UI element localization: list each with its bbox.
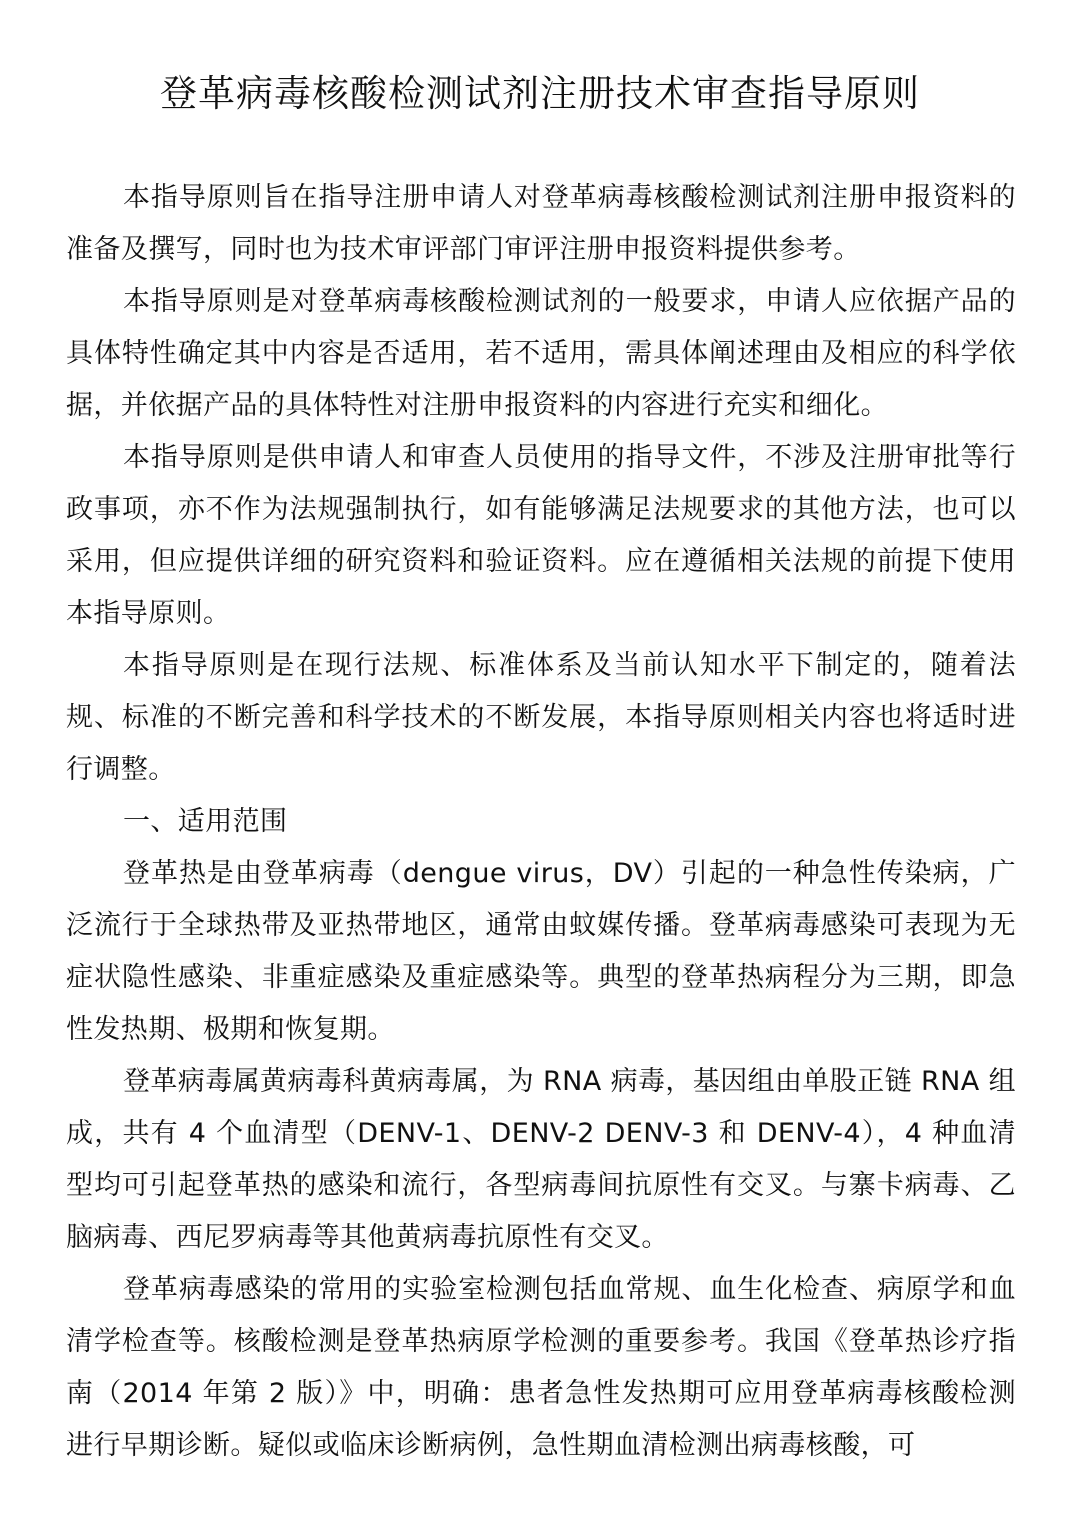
paragraph-dengue-fever: 登革热是由登革病毒（dengue virus，DV）引起的一种急性传染病，广泛流行于全球热带及亚热带地区，通常由蚊媒传播。登革病毒感染可表现为无症状隐性感染、非重症感染及重症感染等。典型的登革热病程分为三期，即急性发热期、极期和恢复期。 [66,858,1016,1045]
section-heading-scope: 一、适用范围 [123,806,288,837]
document-body [66,172,1016,1472]
paragraph-virus-classification: 登革病毒属黄病毒科黄病毒属，为 RNA 病毒，基因组由单股正链 RNA 组成，共有 4 个血清型（DENV-1、DENV-2 DENV-3 和 DENV-4），4 种血清型均可引起登革热的感染和流行，各型病毒间抗原性有交叉。与寨卡病毒、乙脑病毒、西尼罗病毒等其他黄病毒抗原性有交叉。 [66,1066,1016,1253]
document-title: 登革病毒核酸检测试剂注册技术审查指导原则 [160,72,920,115]
paragraph-adjustment: 本指导原则是在现行法规、标准体系及当前认知水平下制定的，随着法规、标准的不断完善和科学技术的不断发展，本指导原则相关内容也将适时进行调整。 [66,650,1016,785]
paragraph-lab-testing: 登革病毒感染的常用的实验室检测包括血常规、血生化检查、病原学和血清学检查等。核酸检测是登革热病原学检测的重要参考。我国《登革热诊疗指南（2014 年第 2 版）》中，明确：患者急性发热期可应用登革病毒核酸检测进行早期诊断。疑似或临床诊断病例，急性期血清检测出病毒核酸，可 [66,1274,1016,1461]
paragraph-guidance-nature: 本指导原则是供申请人和审查人员使用的指导文件，不涉及注册审批等行政事项，亦不作为法规强制执行，如有能够满足法规要求的其他方法，也可以采用，但应提供详细的研究资料和验证资料。应在遵循相关法规的前提下使用本指导原则。 [66,442,1016,629]
paragraph-general-requirements: 本指导原则是对登革病毒核酸检测试剂的一般要求，申请人应依据产品的具体特性确定其中内容是否适用，若不适用，需具体阐述理由及相应的科学依据，并依据产品的具体特性对注册申报资料的内容进行充实和细化。 [66,286,1016,421]
paragraph-purpose: 本指导原则旨在指导注册申请人对登革病毒核酸检测试剂注册申报资料的准备及撰写，同时也为技术审评部门审评注册申报资料提供参考。 [66,182,1016,265]
